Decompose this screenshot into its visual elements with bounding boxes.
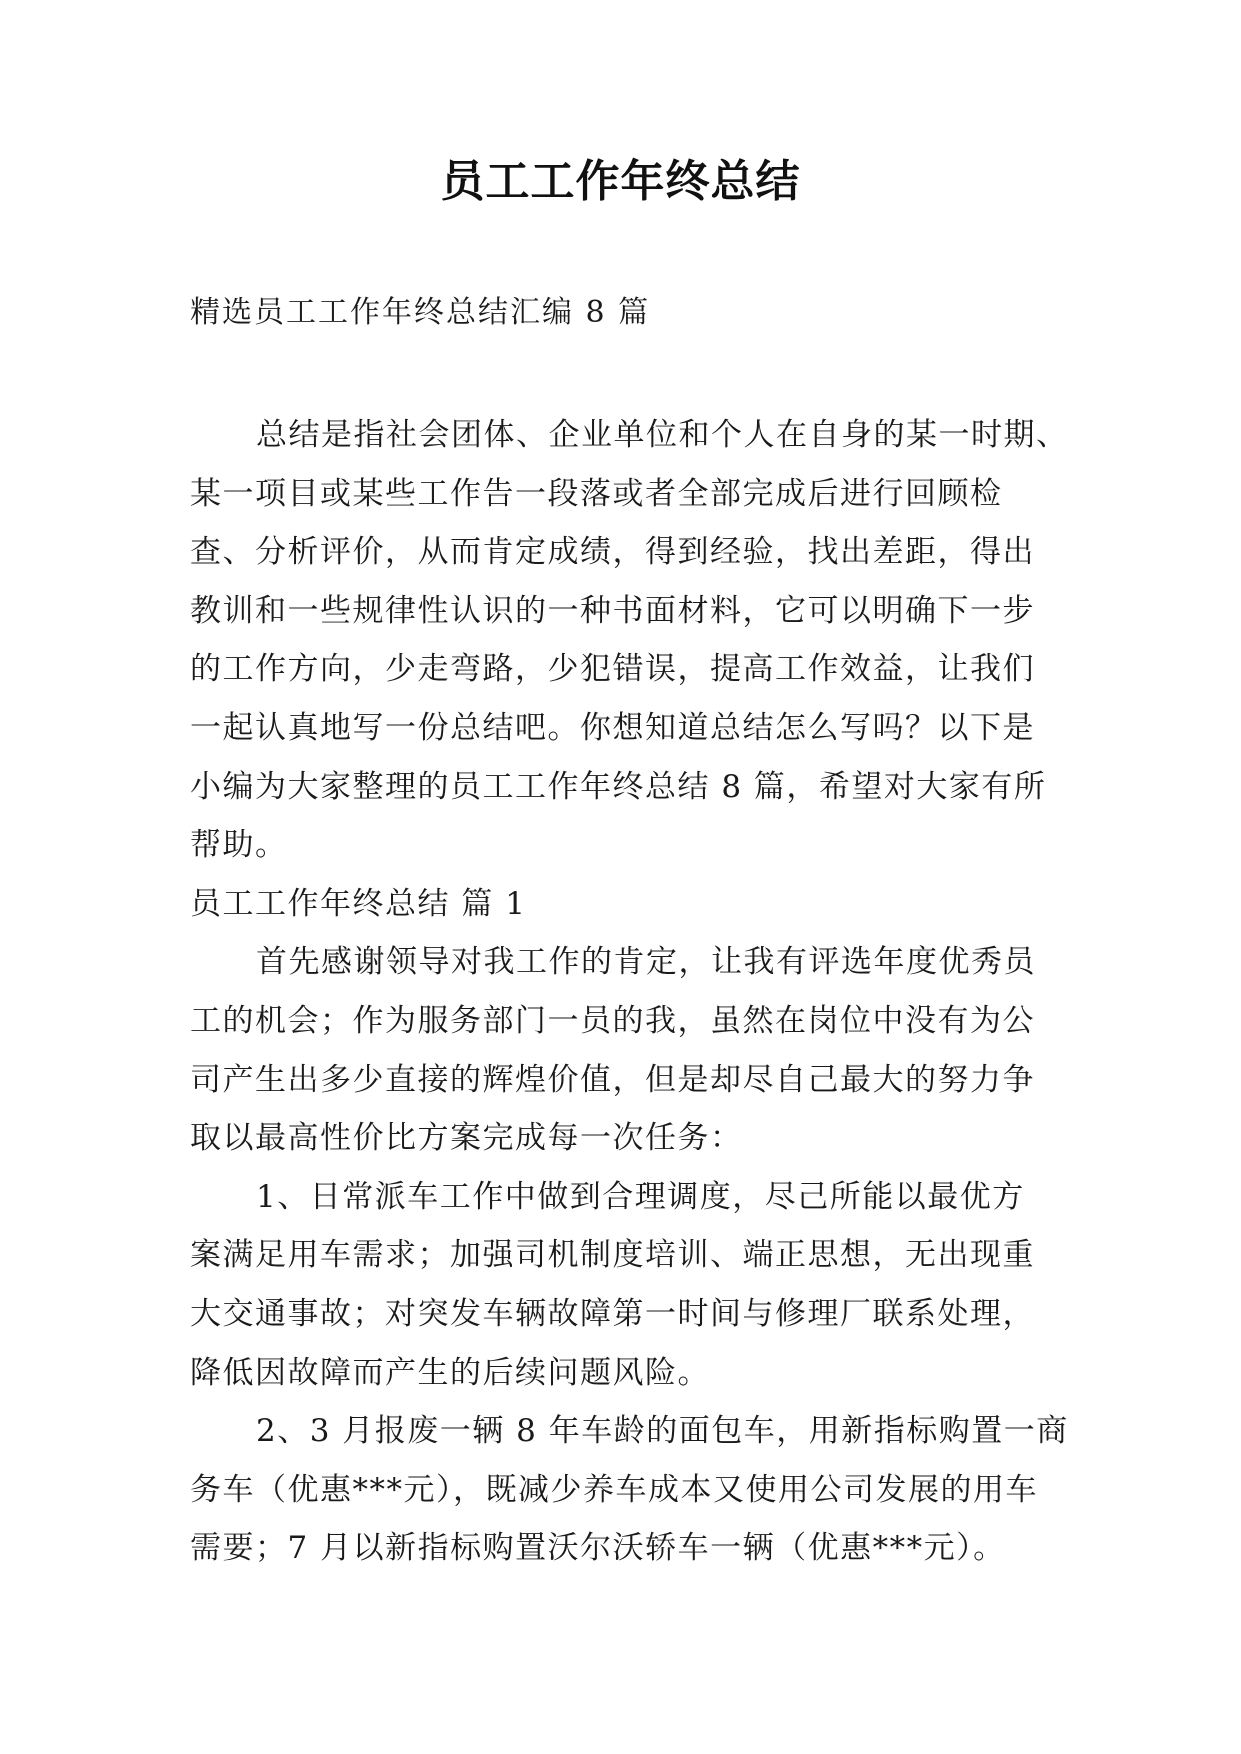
text-line: 某一项目或某些工作告一段落或者全部完成后进行回顾检: [190, 475, 1003, 512]
text-line: 首先感谢领导对我工作的肯定，让我有评选年度优秀员: [256, 944, 1036, 981]
text-line: 一起认真地写一份总结吧。你想知道总结怎么写吗？以下是: [190, 709, 1035, 746]
text-line: 取以最高性价比方案完成每一次任务：: [190, 1120, 743, 1157]
text-line: 案满足用车需求；加强司机制度培训、端正思想，无出现重: [190, 1237, 1035, 1274]
text-line: 总结是指社会团体、企业单位和个人在自身的某一时期、: [256, 417, 1069, 453]
text-line: 的工作方向，少走弯路，少犯错误，提高工作效益，让我们: [190, 651, 1035, 688]
section-heading: 员工工作年终总结 篇 1: [190, 885, 527, 922]
text-line: 务车（优惠***元），既减少养车成本又使用公司发展的用车: [190, 1471, 1038, 1508]
text-line: 查、分析评价，从而肯定成绩，得到经验，找出差距，得出: [190, 534, 1035, 571]
document-title: 员工工作年终总结: [440, 156, 801, 207]
text-line: 1、日常派车工作中做到合理调度，尽己所能以最优方: [256, 1178, 1025, 1215]
text-line: 教训和一些规律性认识的一种书面材料，它可以明确下一步: [190, 592, 1035, 629]
text-line: 工的机会；作为服务部门一员的我，虽然在岗位中没有为公: [190, 1002, 1035, 1039]
text-line: 降低因故障而产生的后续问题风险。: [190, 1354, 710, 1391]
text-line: 需要；7 月以新指标购置沃尔沃轿车一辆（优惠***元）。: [190, 1530, 1006, 1567]
text-line: 帮助。: [190, 827, 288, 864]
text-line: 大交通事故；对突发车辆故障第一时间与修理厂联系处理，: [190, 1295, 1035, 1332]
document-body: [190, 406, 1069, 1578]
text-line: 小编为大家整理的员工工作年终总结 8 篇，希望对大家有所: [190, 768, 1047, 805]
text-line: 2、3 月报废一辆 8 年车龄的面包车，用新指标购置一商: [256, 1413, 1069, 1450]
document-subtitle: 精选员工工作年终总结汇编 8 篇: [190, 295, 651, 330]
text-line: 司产生出多少直接的辉煌价值，但是却尽自己最大的努力争: [190, 1061, 1035, 1098]
